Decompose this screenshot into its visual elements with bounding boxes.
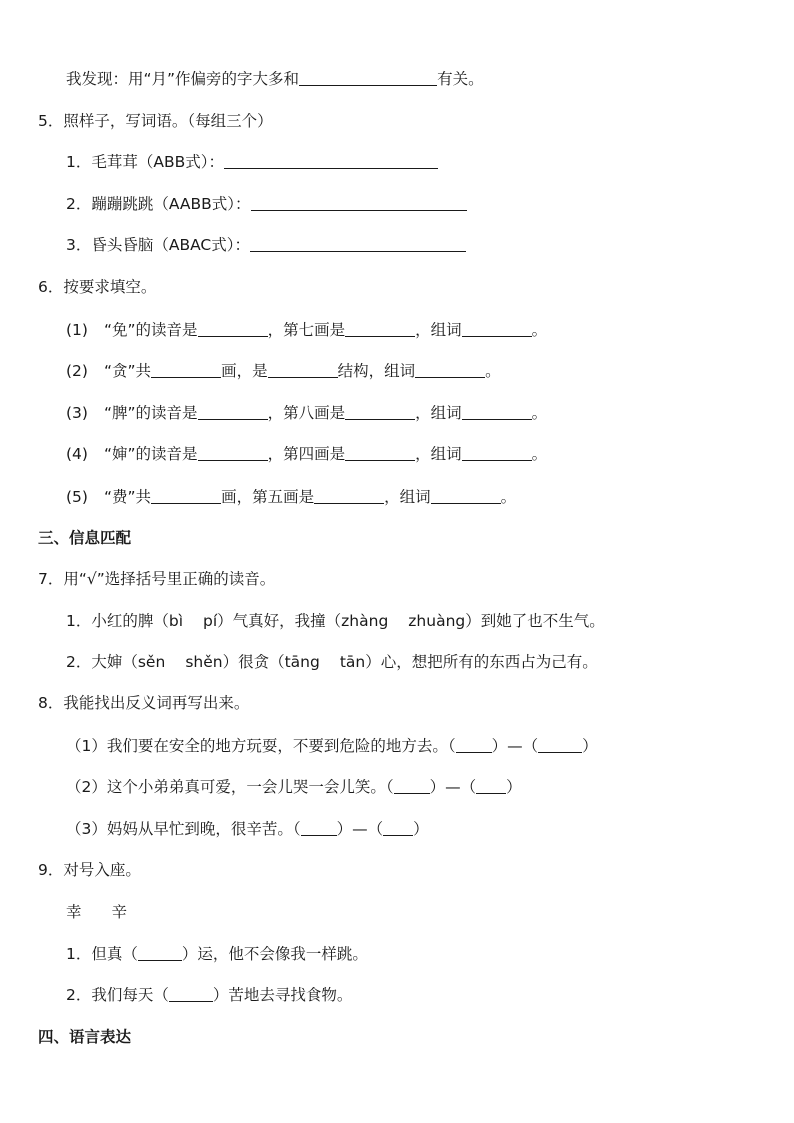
answer-blank[interactable] [250,235,466,252]
answer-blank[interactable] [538,736,582,753]
item-text: ）—（ [491,737,539,755]
item-number: (2) [66,362,88,380]
item-text: ，组词 [384,488,431,506]
item-text: ） [413,820,429,838]
item-text: ）—（ [336,820,384,838]
section-heading: 三、信息匹配 [38,529,132,547]
item-text: 。 [531,404,548,422]
q5-item-1 [66,151,438,173]
item-number: (5) [66,488,88,506]
item-text: 2．大婶（sěn [66,653,166,671]
answer-blank[interactable] [415,361,485,378]
q9-item-2 [66,984,352,1006]
item-text: 。 [531,445,548,463]
q7-item-2 [66,651,598,673]
answer-blank[interactable] [138,944,182,961]
item-text: shěn）很贪（tāng [185,653,320,671]
item-text: “脾”的读音是 [104,404,198,422]
item-text: ，组词 [415,321,462,339]
item-text: （3）妈妈从早忙到晚，很辛苦。（ [66,820,301,838]
item-text: 。 [485,362,501,380]
q6-item-5 [66,486,516,508]
item-text: “贪”共 [104,362,152,380]
item-text: ，第八画是 [267,404,346,422]
answer-blank[interactable] [462,444,532,461]
item-text: ，第七画是 [267,321,346,339]
item-text: （1）我们要在安全的地方玩耍，不要到危险的地方去。（ [66,737,456,755]
answer-blank[interactable] [462,320,532,337]
item-text: 。 [531,321,548,339]
answer-blank[interactable] [383,819,413,836]
answer-blank[interactable] [456,736,492,753]
item-number: (4) [66,445,88,463]
q7-item-1 [66,610,605,632]
item-text: ，组词 [415,404,462,422]
answer-blank[interactable] [462,403,532,420]
q5-item-label: 2．蹦蹦跳跳（AABB式）： [66,195,251,213]
answer-blank[interactable] [431,487,501,504]
item-text: 。 [500,488,517,506]
q5-item-label: 1．毛茸茸（ABB式）： [66,153,224,171]
q6-item-1 [66,319,547,341]
q8-title: 8．我能找出反义词再写出来。 [38,694,250,712]
item-text: tān）心，想把所有的东西占为己有。 [339,653,598,671]
q6-item-4 [66,443,547,465]
q6-item-2 [66,360,501,382]
item-text: zhuàng）到她了也不生气。 [408,612,605,630]
answer-blank[interactable] [301,819,337,836]
q8-item-3 [66,818,429,840]
q6-title: 6．按要求填空。 [38,278,157,296]
answer-blank[interactable] [314,487,384,504]
answer-blank[interactable] [198,320,268,337]
q7-title: 7．用“√”选择括号里正确的读音。 [38,570,276,588]
item-text: 结构，组词 [337,362,416,380]
answer-blank[interactable] [299,69,437,86]
item-text: ，第四画是 [267,445,346,463]
q5-item-2 [66,193,467,215]
answer-blank[interactable] [268,361,338,378]
item-number: (1) [66,321,88,339]
q4-conclusion-end: 有关。 [437,70,484,88]
item-text: 画，第五画是 [221,488,315,506]
item-text: ） [582,737,598,755]
answer-blank[interactable] [394,777,430,794]
answer-blank[interactable] [345,444,415,461]
item-text: 1．但真（ [66,945,138,963]
item-text: ）运，他不会像我一样跳。 [181,945,368,963]
item-text: “婶”的读音是 [104,445,198,463]
item-text: ）苦地去寻找食物。 [212,986,353,1004]
item-text: ）—（ [429,778,477,796]
answer-blank[interactable] [345,320,415,337]
answer-blank[interactable] [476,777,506,794]
answer-blank[interactable] [198,403,268,420]
answer-blank[interactable] [224,152,438,169]
item-text: “免”的读音是 [104,321,198,339]
section-heading: 四、语言表达 [38,1028,132,1046]
q5-title: 5．照样子，写词语。（每组三个） [38,112,273,130]
q5-item-3 [66,234,466,256]
char-option: 幸 [66,903,82,921]
item-text: ） [506,778,522,796]
item-text: pí）气真好，我撞（zhàng [203,612,389,630]
item-text: 2．我们每天（ [66,986,169,1004]
item-text: 1．小红的脾（bì [66,612,184,630]
q8-item-2 [66,776,522,798]
q9-title: 9．对号入座。 [38,861,141,879]
item-text: （2）这个小弟弟真可爱，一会儿哭一会儿笑。（ [66,778,394,796]
item-text: ，组词 [415,445,462,463]
answer-blank[interactable] [345,403,415,420]
q9-item-1 [66,943,368,965]
q9-char-options [66,901,127,923]
q4-conclusion [66,68,484,90]
answer-blank[interactable] [198,444,268,461]
answer-blank[interactable] [151,361,221,378]
item-number: (3) [66,404,88,422]
item-text: “费”共 [104,488,152,506]
q5-item-label: 3．昏头昏脑（ABAC式）： [66,236,251,254]
q4-conclusion-text: 我发现：用“月”作偏旁的字大多和 [66,70,300,88]
q6-item-3 [66,402,547,424]
item-text: 画，是 [221,362,268,380]
answer-blank[interactable] [251,194,467,211]
char-option: 辛 [111,903,128,921]
answer-blank[interactable] [169,985,213,1002]
q8-item-1 [66,735,598,757]
answer-blank[interactable] [151,487,221,504]
